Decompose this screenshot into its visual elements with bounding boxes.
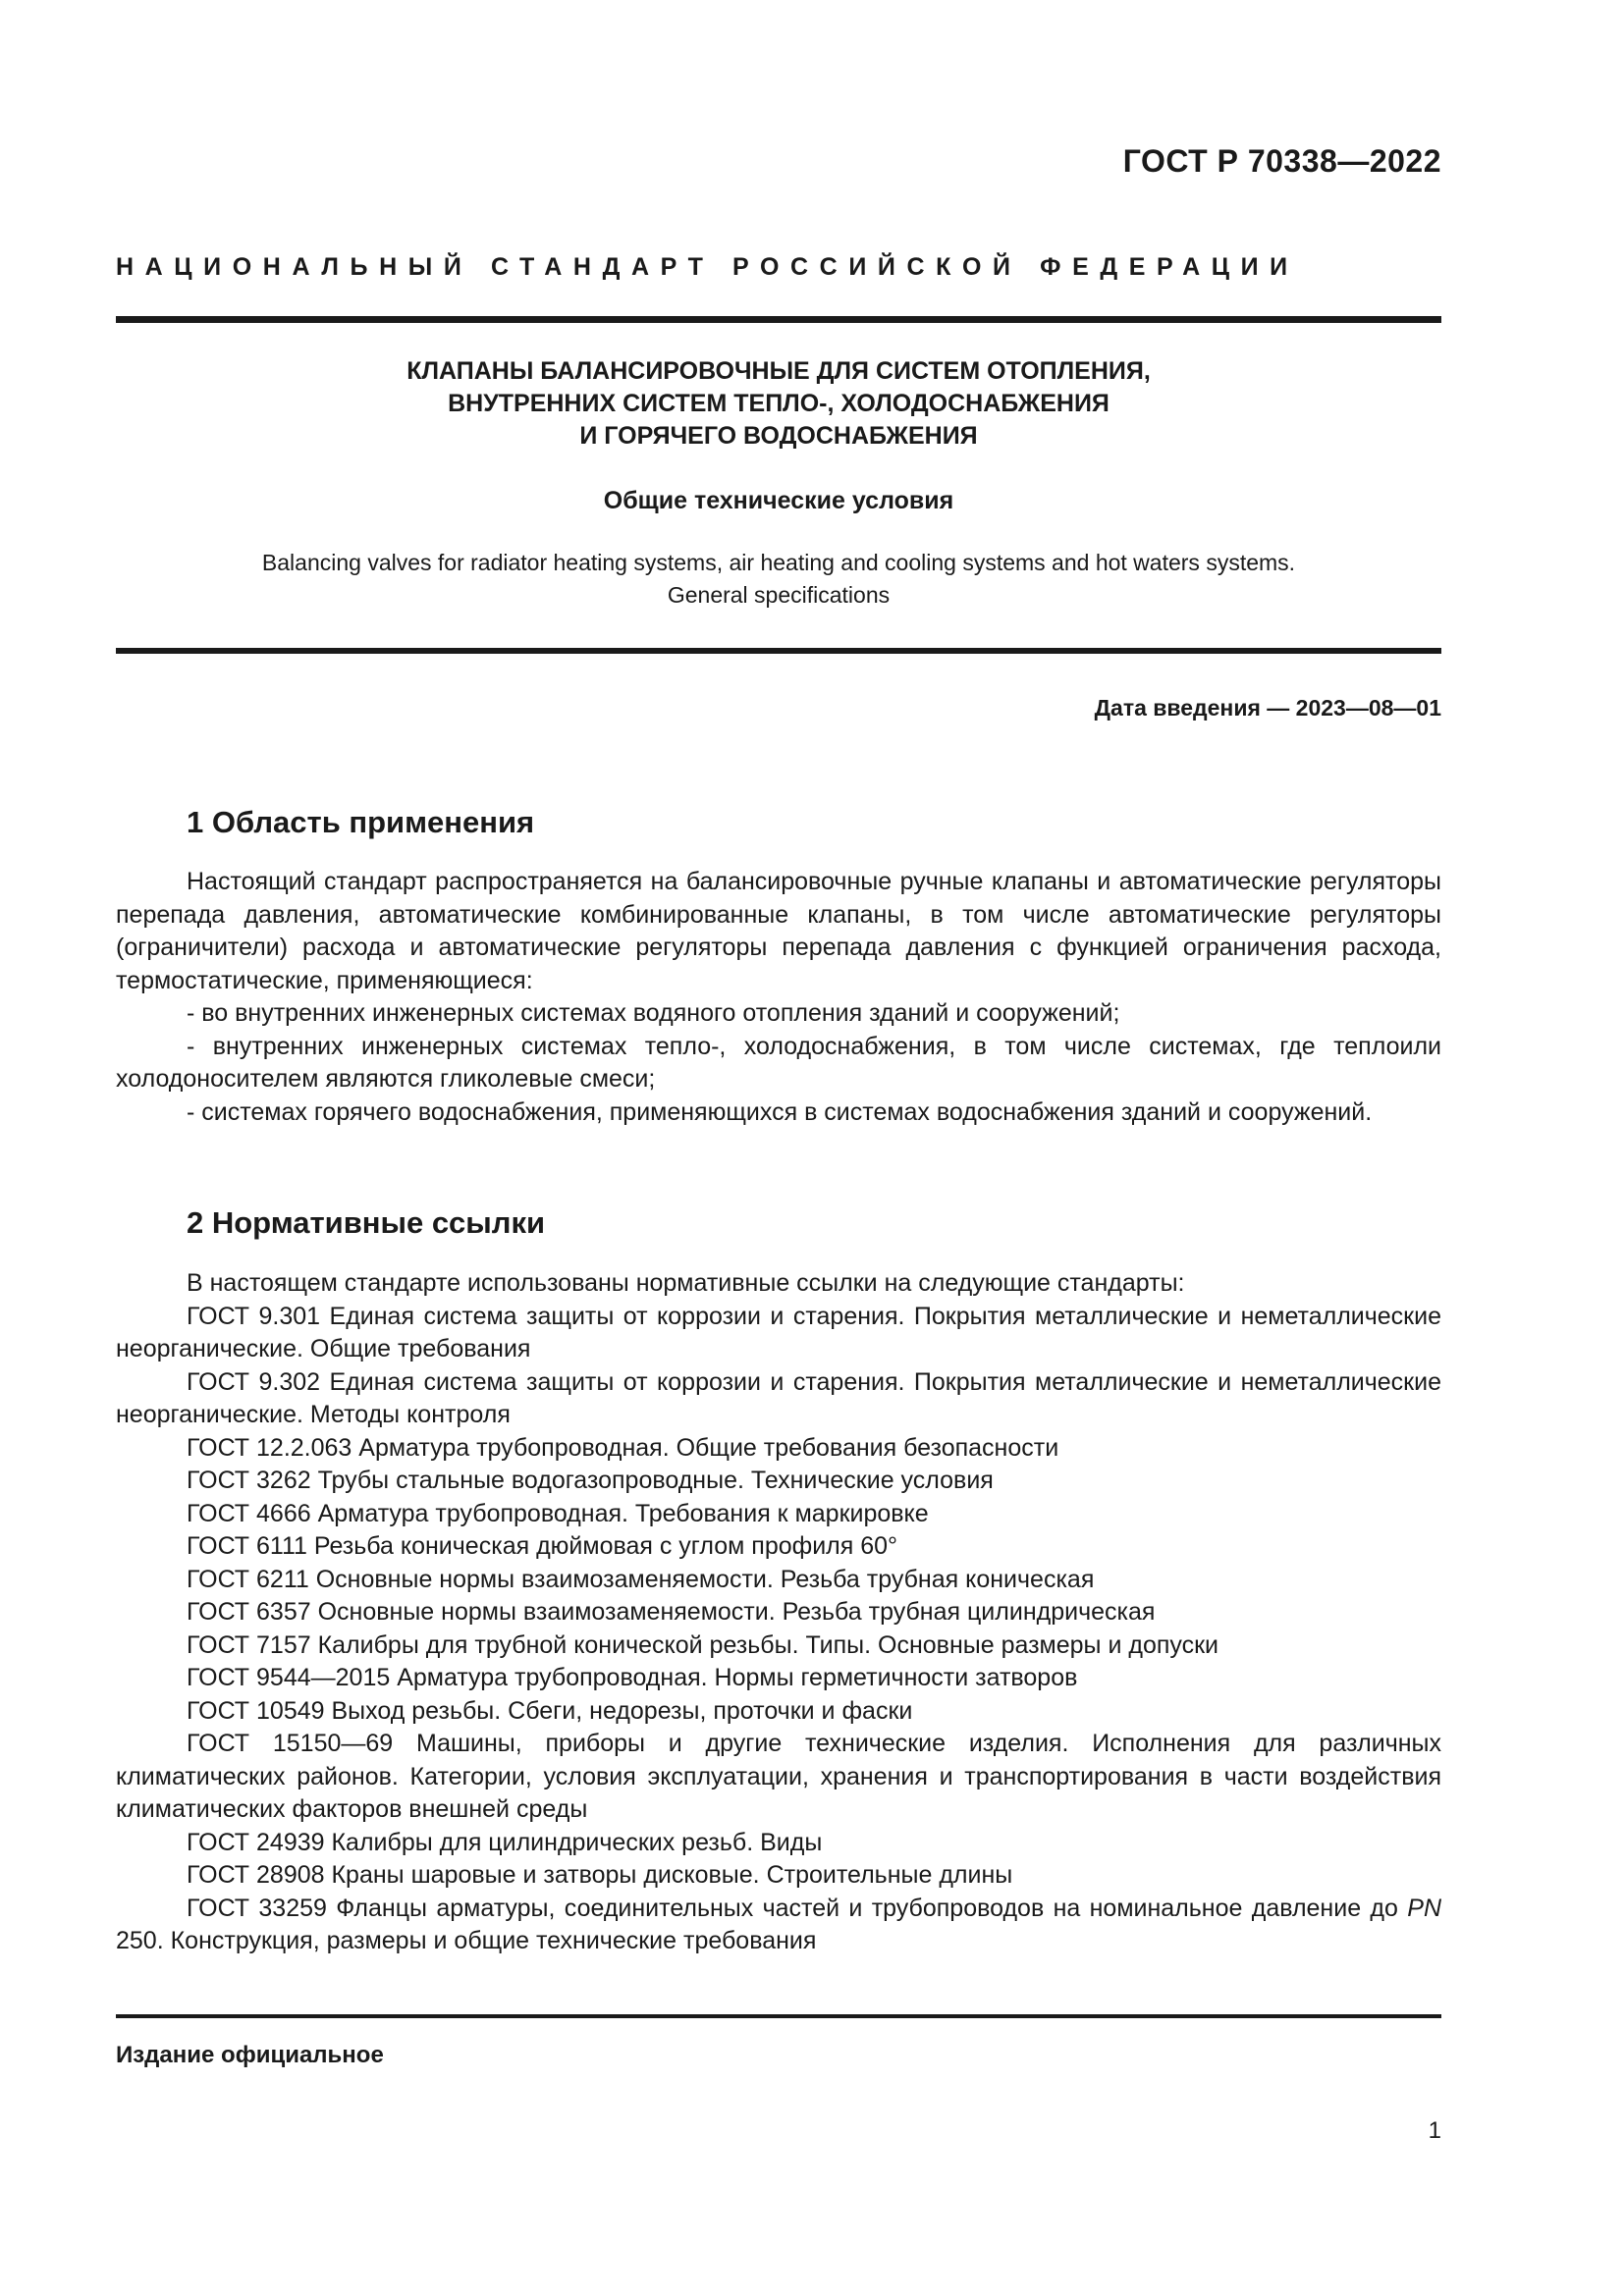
- english-title-line: General specifications: [667, 582, 891, 608]
- reference-item: ГОСТ 15150—69 Машины, приборы и другие технические изделия. Исполнения для различных климатических районов. Категории, условия эксплуатации, хранения и транспортирования в части воздействия климатических факторов внешней среды: [116, 1730, 1441, 1823]
- reference-italic: PN: [1407, 1894, 1441, 1922]
- title-line: ВНУТРЕННИХ СИСТЕМ ТЕПЛО-, ХОЛОДОСНАБЖЕНИЯ: [448, 390, 1110, 417]
- paragraph: Настоящий стандарт распространяется на балансировочные ручные клапаны и автоматические регуляторы перепада давления, автоматические комбинированные клапаны, в том числе автоматические регуляторы (ограничители) расхода и автоматические регуляторы перепада давления с функцией ограничения расхода, термостатические, применяющиеся:: [116, 868, 1441, 994]
- reference-item: ГОСТ 24939 Калибры для цилиндрических резьб. Виды: [187, 1828, 823, 1856]
- reference-item: ГОСТ 10549 Выход резьбы. Сбеги, недорезы, проточки и фаски: [187, 1696, 913, 1725]
- section-1-heading: 1 Область применения: [187, 805, 535, 839]
- introduction-date: Дата введения — 2023—08—01: [1094, 695, 1441, 721]
- english-title-line: Balancing valves for radiator heating systems, air heating and cooling systems and hot waters systems.: [261, 550, 1296, 575]
- reference-text: 250. Конструкция, размеры и общие технические требования: [116, 1927, 817, 1954]
- reference-item: ГОСТ 6211 Основные нормы взаимозаменяемости. Резьба трубная коническая: [187, 1565, 1095, 1593]
- national-standard-banner: НАЦИОНАЛЬНЫЙ СТАНДАРТ РОССИЙСКОЙ ФЕДЕРАЦИИ: [116, 253, 1299, 281]
- list-item: - во внутренних инженерных системах водяного отопления зданий и сооружений;: [187, 999, 1120, 1027]
- title-line: КЛАПАНЫ БАЛАНСИРОВОЧНЫЕ ДЛЯ СИСТЕМ ОТОПЛЕНИЯ,: [406, 357, 1151, 385]
- reference-item: ГОСТ 7157 Калибры для трубной конической резьбы. Типы. Основные размеры и допуски: [187, 1630, 1219, 1659]
- title-divider: [116, 648, 1441, 654]
- reference-item: ГОСТ 3262 Трубы стальные водогазопроводные. Технические условия: [187, 1467, 994, 1494]
- reference-item: ГОСТ 28908 Краны шаровые и затворы дисковые. Строительные длины: [187, 1861, 1013, 1889]
- footer-divider: [116, 2014, 1441, 2018]
- reference-item: ГОСТ 9544—2015 Арматура трубопроводная. Нормы герметичности затворов: [187, 1664, 1078, 1691]
- reference-item: ГОСТ 6357 Основные нормы взаимозаменяемости. Резьба трубная цилиндрическая: [187, 1598, 1156, 1626]
- reference-item: ГОСТ 9.301 Единая система защиты от коррозии и старения. Покрытия металлические и неметаллические неорганические. Общие требования: [116, 1302, 1441, 1362]
- section-2-heading: 2 Нормативные ссылки: [187, 1205, 546, 1240]
- list-item: - системах горячего водоснабжения, применяющихся в системах водоснабжения зданий и сооружений.: [187, 1097, 1373, 1126]
- official-edition-label: Издание официальное: [116, 2042, 384, 2068]
- reference-item: ГОСТ 4666 Арматура трубопроводная. Требования к маркировке: [187, 1499, 929, 1527]
- reference-item: ГОСТ 12.2.063 Арматура трубопроводная. Общие требования безопасности: [187, 1433, 1059, 1462]
- section-2-body: [116, 1267, 1441, 1958]
- english-title: [116, 547, 1441, 612]
- title-line: И ГОРЯЧЕГО ВОДОСНАБЖЕНИЯ: [579, 422, 978, 450]
- list-item: - внутренних инженерных системах тепло-, холодоснабжения, в том числе системах, где теплоили холодоносителем являются гликолевые смеси;: [116, 1032, 1441, 1093]
- reference-text: ГОСТ 33259 Фланцы арматуры, соединительных частей и трубопроводов на номинальное давление до: [187, 1894, 1408, 1922]
- document-title: [116, 355, 1441, 453]
- top-divider: [116, 316, 1441, 323]
- page-number: 1: [1428, 2117, 1441, 2144]
- section-1-body: [116, 866, 1441, 1129]
- references-intro: В настоящем стандарте использованы нормативные ссылки на следующие стандарты:: [187, 1269, 1185, 1297]
- reference-item: ГОСТ 9.302 Единая система защиты от коррозии и старения. Покрытия металлические и неметаллические неорганические. Методы контроля: [116, 1367, 1441, 1428]
- reference-item: ГОСТ 6111 Резьба коническая дюймовая с углом профиля 60°: [187, 1532, 898, 1560]
- document-subtitle: Общие технические условия: [603, 487, 954, 514]
- document-number: ГОСТ Р 70338—2022: [1122, 143, 1441, 179]
- reference-item: [116, 1893, 1441, 1958]
